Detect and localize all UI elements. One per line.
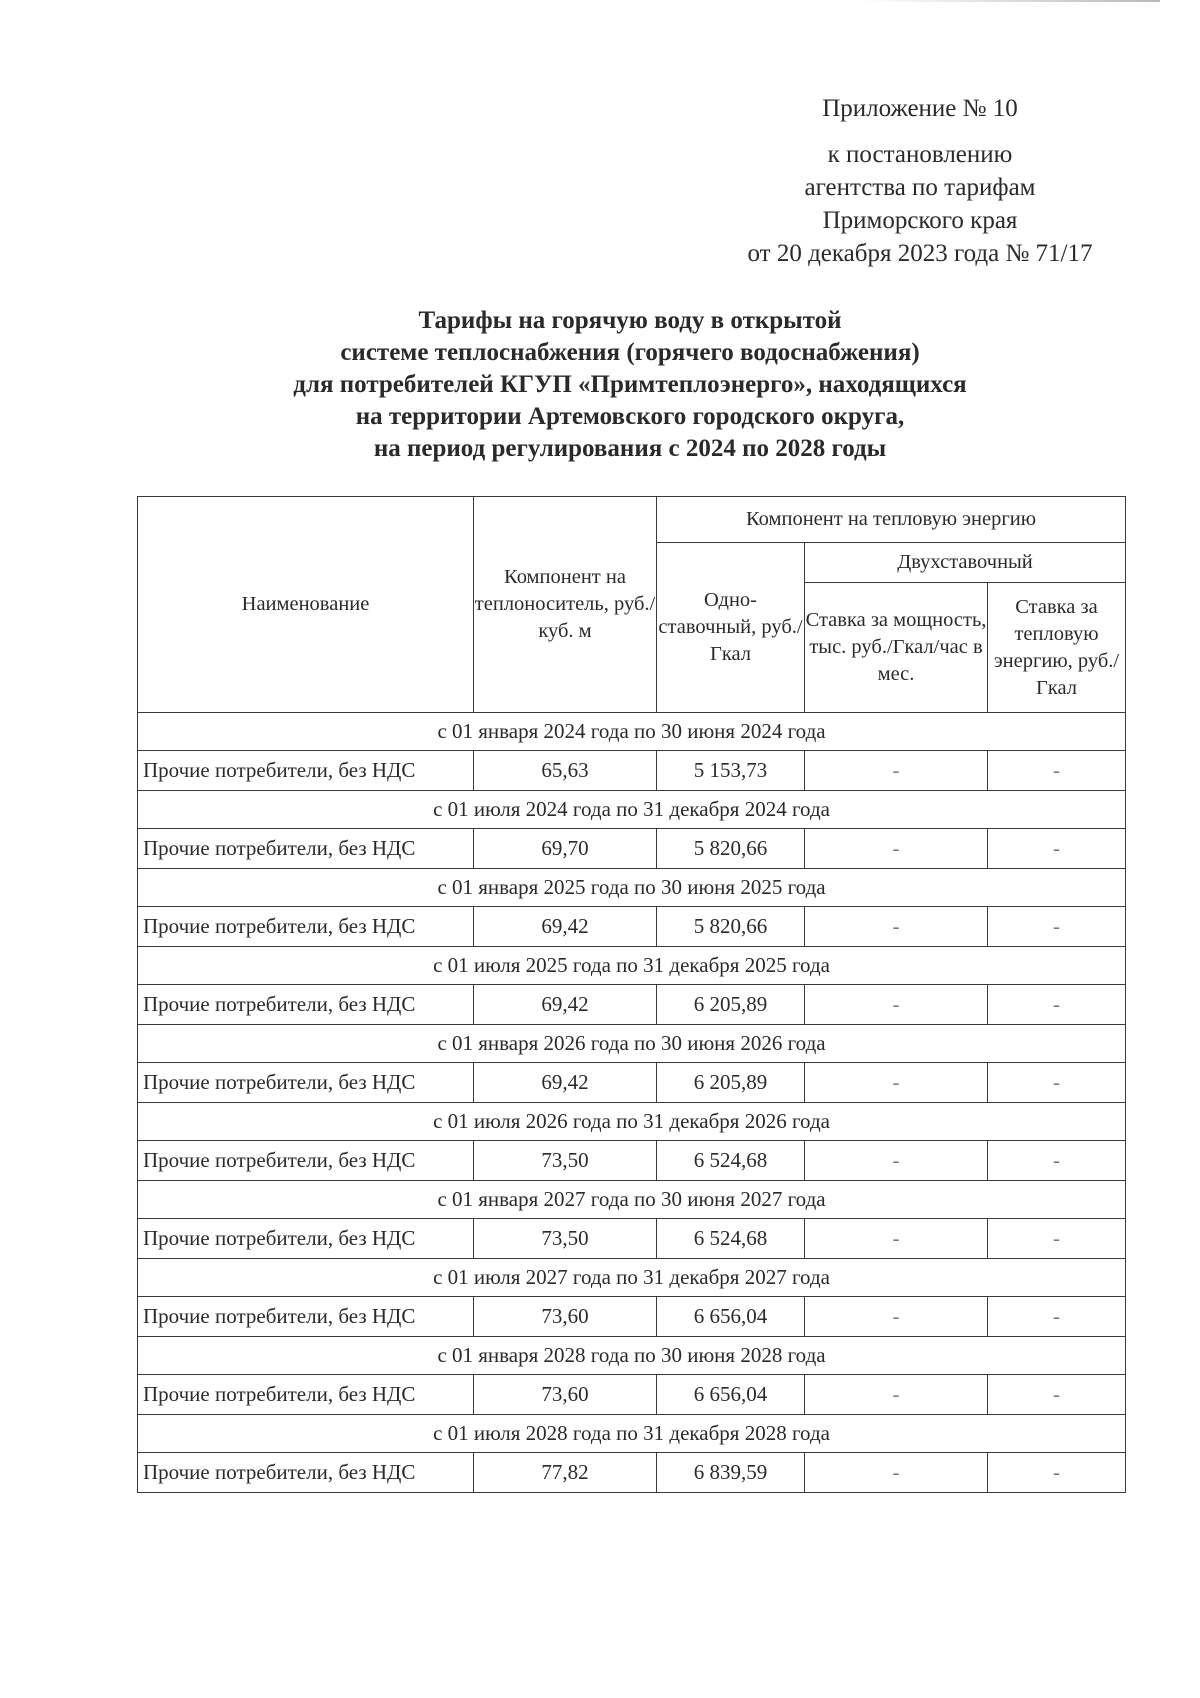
header-name: Наименование	[138, 497, 474, 713]
energy-rate-cell: -	[988, 985, 1126, 1025]
period-label: с 01 июля 2024 года по 31 декабря 2024 года	[138, 791, 1126, 829]
period-label: с 01 января 2024 года по 30 июня 2024 года	[138, 713, 1126, 751]
period-row	[138, 1259, 1126, 1297]
capacity-rate-cell: -	[805, 1141, 988, 1181]
consumer-name-cell: Прочие потребители, без НДС	[138, 1141, 474, 1181]
carrier-component-cell: 69,42	[474, 985, 657, 1025]
consumer-name-cell: Прочие потребители, без НДС	[138, 1375, 474, 1415]
period-label: с 01 января 2026 года по 30 июня 2026 года	[138, 1025, 1126, 1063]
carrier-component-cell: 73,60	[474, 1375, 657, 1415]
period-label: с 01 июля 2027 года по 31 декабря 2027 года	[138, 1259, 1126, 1297]
consumer-name-cell: Прочие потребители, без НДС	[138, 1453, 474, 1493]
single-rate-cell: 6 656,04	[657, 1297, 805, 1337]
consumer-name-cell: Прочие потребители, без НДС	[138, 1297, 474, 1337]
carrier-component-cell: 69,42	[474, 907, 657, 947]
header-single-rate: Одно-ставочный, руб./Гкал	[657, 543, 805, 713]
carrier-component-cell: 69,70	[474, 829, 657, 869]
document-title	[140, 305, 1120, 465]
energy-rate-cell: -	[988, 907, 1126, 947]
period-row	[138, 1103, 1126, 1141]
appendix-line: от 20 декабря 2023 года № 71/17	[747, 240, 1093, 267]
capacity-rate-cell: -	[805, 751, 988, 791]
capacity-rate-cell: -	[805, 985, 988, 1025]
capacity-rate-cell: -	[805, 1297, 988, 1337]
table-row	[138, 985, 1126, 1025]
energy-rate-cell: -	[988, 1375, 1126, 1415]
appendix-line: к постановлению	[827, 141, 1013, 168]
energy-rate-cell: -	[988, 1219, 1126, 1259]
period-row	[138, 713, 1126, 751]
header-carrier-component: Компонент на теплоноситель, руб./куб. м	[474, 497, 657, 713]
single-rate-cell: 6 839,59	[657, 1453, 805, 1493]
capacity-rate-cell: -	[805, 1063, 988, 1103]
carrier-component-cell: 73,50	[474, 1219, 657, 1259]
appendix-block	[690, 92, 1150, 270]
capacity-rate-cell: -	[805, 1219, 988, 1259]
carrier-component-cell: 69,42	[474, 1063, 657, 1103]
period-row	[138, 1337, 1126, 1375]
tariff-table	[137, 496, 1126, 1493]
consumer-name-cell: Прочие потребители, без НДС	[138, 985, 474, 1025]
energy-rate-cell: -	[988, 1063, 1126, 1103]
single-rate-cell: 6 656,04	[657, 1375, 805, 1415]
table-row	[138, 829, 1126, 869]
single-rate-cell: 6 205,89	[657, 1063, 805, 1103]
energy-rate-cell: -	[988, 1297, 1126, 1337]
scan-edge-line	[860, 0, 1160, 2]
table-row	[138, 907, 1126, 947]
period-row	[138, 869, 1126, 907]
period-row	[138, 1415, 1126, 1453]
table-row	[138, 1063, 1126, 1103]
period-label: с 01 июля 2028 года по 31 декабря 2028 года	[138, 1415, 1126, 1453]
period-row	[138, 791, 1126, 829]
appendix-number: Приложение № 10	[822, 95, 1018, 122]
period-label: с 01 июля 2025 года по 31 декабря 2025 года	[138, 947, 1126, 985]
capacity-rate-cell: -	[805, 829, 988, 869]
period-label: с 01 января 2027 года по 30 июня 2027 года	[138, 1181, 1126, 1219]
energy-rate-cell: -	[988, 1141, 1126, 1181]
appendix-line: агентства по тарифам	[804, 174, 1036, 201]
capacity-rate-cell: -	[805, 907, 988, 947]
carrier-component-cell: 73,60	[474, 1297, 657, 1337]
table-row	[138, 1141, 1126, 1181]
single-rate-cell: 6 524,68	[657, 1219, 805, 1259]
single-rate-cell: 5 820,66	[657, 829, 805, 869]
appendix-line: Приморского края	[822, 207, 1018, 234]
title-line: на территории Артемовского городского округа,	[355, 403, 905, 430]
single-rate-cell: 6 205,89	[657, 985, 805, 1025]
title-line: Тарифы на горячую воду в открытой	[418, 307, 842, 334]
period-label: с 01 января 2028 года по 30 июня 2028 года	[138, 1337, 1126, 1375]
period-label: с 01 января 2025 года по 30 июня 2025 года	[138, 869, 1126, 907]
table-row	[138, 1219, 1126, 1259]
capacity-rate-cell: -	[805, 1453, 988, 1493]
header-energy-rate: Ставка за тепловую энергию, руб./Гкал	[988, 583, 1126, 713]
header-two-rate: Двухставочный	[805, 543, 1126, 583]
title-line: системе теплоснабжения (горячего водоснабжения)	[340, 339, 920, 366]
single-rate-cell: 5 153,73	[657, 751, 805, 791]
period-row	[138, 947, 1126, 985]
header-capacity-rate: Ставка за мощность, тыс. руб./Гкал/час в мес.	[805, 583, 988, 713]
energy-rate-cell: -	[988, 751, 1126, 791]
table-row	[138, 751, 1126, 791]
table-row	[138, 1297, 1126, 1337]
single-rate-cell: 5 820,66	[657, 907, 805, 947]
capacity-rate-cell: -	[805, 1375, 988, 1415]
consumer-name-cell: Прочие потребители, без НДС	[138, 829, 474, 869]
title-line: на период регулирования с 2024 по 2028 годы	[373, 435, 887, 462]
period-row	[138, 1181, 1126, 1219]
consumer-name-cell: Прочие потребители, без НДС	[138, 751, 474, 791]
header-heat-component: Компонент на тепловую энергию	[657, 497, 1126, 543]
table-row	[138, 1375, 1126, 1415]
single-rate-cell: 6 524,68	[657, 1141, 805, 1181]
carrier-component-cell: 65,63	[474, 751, 657, 791]
consumer-name-cell: Прочие потребители, без НДС	[138, 1063, 474, 1103]
carrier-component-cell: 73,50	[474, 1141, 657, 1181]
tariff-table-body	[138, 713, 1126, 1493]
period-label: с 01 июля 2026 года по 31 декабря 2026 года	[138, 1103, 1126, 1141]
energy-rate-cell: -	[988, 829, 1126, 869]
consumer-name-cell: Прочие потребители, без НДС	[138, 1219, 474, 1259]
title-line: для потребителей КГУП «Примтеплоэнерго», находящихся	[293, 371, 967, 398]
energy-rate-cell: -	[988, 1453, 1126, 1493]
table-row	[138, 1453, 1126, 1493]
consumer-name-cell: Прочие потребители, без НДС	[138, 907, 474, 947]
period-row	[138, 1025, 1126, 1063]
carrier-component-cell: 77,82	[474, 1453, 657, 1493]
